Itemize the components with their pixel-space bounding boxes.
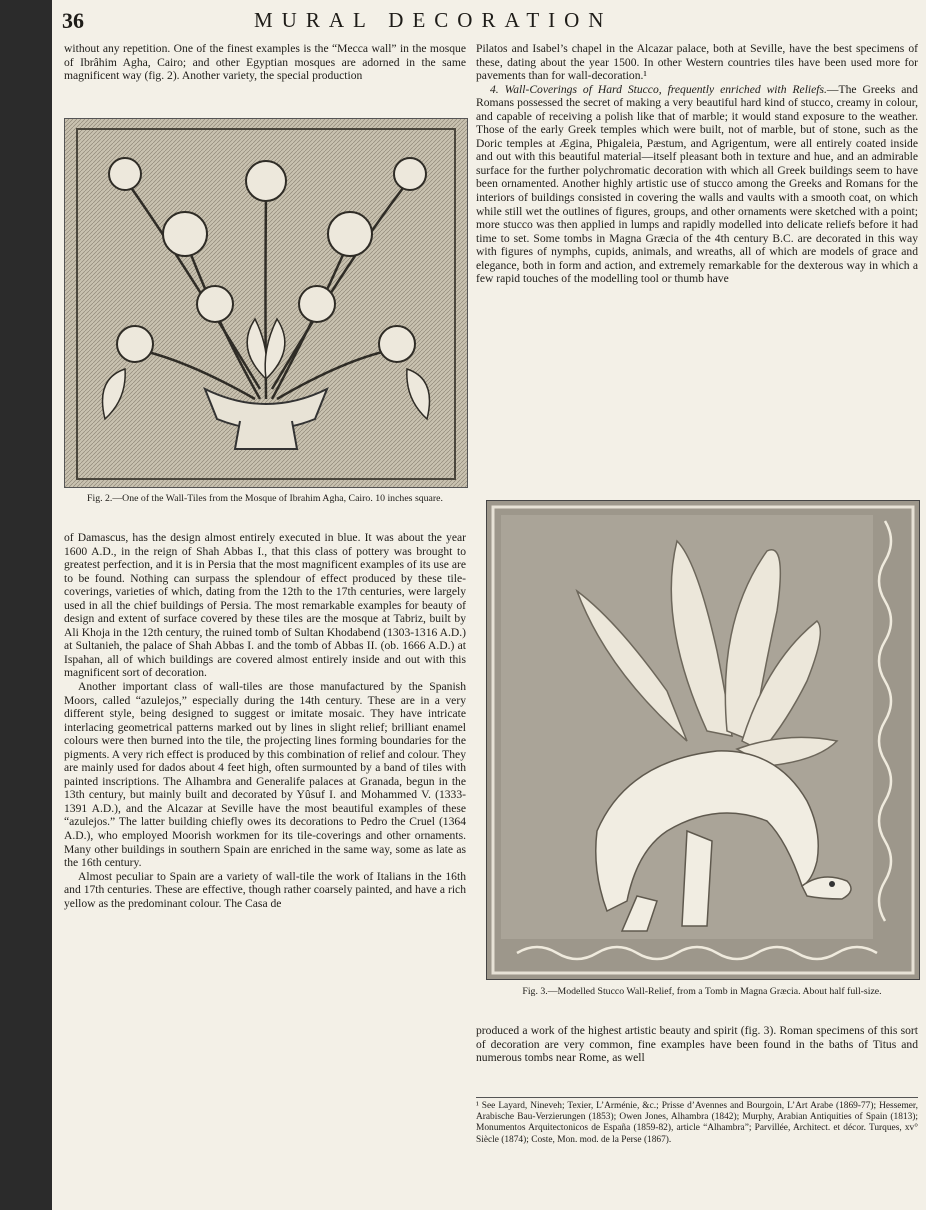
figure-3-relief xyxy=(486,500,920,980)
left-column-body xyxy=(64,531,466,910)
figure-2-caption: Fig. 2.—One of the Wall-Tiles from the Mosque of Ibrahim Agha, Cairo. 10 inches square. xyxy=(87,493,443,504)
paragraph: produced a work of the highest artistic beauty and spirit (fig. 3). Roman specimens of this sort of decoration are very common, fine examples have been found in the baths of Titus and numerous tombs near Rome, as well xyxy=(476,1024,918,1065)
paragraph: Pilatos and Isabel’s chapel in the Alcazar palace, both at Seville, have the best specimens of these, dating about the year 1500. In other Western countries tiles have been used more for pavements than for wall-decoration.¹ xyxy=(476,42,918,83)
right-column-bottom xyxy=(476,1024,918,1065)
paragraph: without any repetition. One of the finest examples is the “Mecca wall” in the mosque of Ibrâhim Agha, Cairo; and other Egyptian mosques are adorned in the same magnificent way (fig. 2). Another variety, the special production xyxy=(64,42,466,83)
figure-2-tile xyxy=(64,118,468,488)
relief-illustration xyxy=(487,501,919,979)
left-column-top xyxy=(64,42,466,83)
paragraph: Another important class of wall-tiles are those manufactured by the Spanish Moors, called “azulejos,” especially during the 14th century. These are in a very different style, being designed to suggest or imitate mosaic. They have intricate interlacing geometrical patterns marked out by lines in slight relief; brilliant enamel colours were then burned into the tile, the projecting lines forming boundaries for the pigments. A very rich effect is produced by this combination of relief and colour. They are mainly used for dados about 4 feet high, often surmounted by a band of tiles with painted inscriptions. The Alhambra and Generalife palaces at Granada, begun in the 13th century, but mainly built and decorated by Yûsuf I. and Mohammed V. (1333-1391 A.D.), and the Alcazar at Seville have the most beautiful examples of these “azulejos.” The latter building chiefly owes its decorations to Pedro the Cruel (1364 A.D.), who employed Moorish workmen for its tile-coverings and other ornaments. Many other buildings in southern Spain are enriched in the same way, some as late as the 16th century. xyxy=(64,680,466,870)
tile-illustration xyxy=(65,119,467,487)
paragraph: of Damascus, has the design almost entirely executed in blue. It was about the year 1600 A.D., in the reign of Shah Abbas I., that this class of pottery was brought to greatest perfection, and it is in Persia that the most magnificent examples of its use are to be found. Nothing can surpass the splendour of effect produced by these tile-coverings, varieties of which, dating from the 12th to the 17th centuries, were largely used in all the chief buildings of Persia. The most remarkable examples for beauty of design and extent of surface covered by these tiles are the mosque at Tabriz, built by Ali Khoja in the 12th century, the ruined tomb of Sultan Khodabend (1303-1316 A.D.) at Sultanieh, the palace of Shah Abbas I. and the tomb of Abbas II. (ob. 1666 A.D.) at Ispahan, all of which buildings are covered almost entirely inside and out with this magnificent sort of decoration. xyxy=(64,531,466,680)
footnote: ¹ See Layard, Nineveh; Texier, L’Arménie, &c.; Prisse d’Avennes and Bourgoin, L’Art Arabe (1869-77); Hessemer, Arabische Bau-Verzierungen (1853); Owen Jones, Alhambra (1842); Murphy, Arabian Antiquities of Spain (1813); Monumentos Arquitectonicos de España (1859-82), article “Alhambra”; Parvillée, Architect. et décor. Turques, xv° Siècle (1874); Coste, Mon. mod. de la Perse (1867). xyxy=(476,1097,918,1146)
paragraph: Almost peculiar to Spain are a variety of wall-tile the work of Italians in the 16th and 17th centuries. These are effective, though rather coarsely painted, and have a rich yellow as the predominant colour. The Casa de xyxy=(64,869,466,910)
paragraph-text: —The Greeks and Romans possessed the secret of making a very beautiful hard kind of stucco, creamy in colour, and capable of receiving a polish like that of marble; it would stand exposure to the weather. Those of the early Greek temples which were built, not of marble, but of stone, such as the Doric temples at Ægina, Phigaleia, Pæstum, and Agrigentum, were all entirely coated inside and out with this beautiful material—itself pleasant both in texture and hue, and an admirable surface for the further polychromatic decoration with which all Greek buildings seem to have been ornamented. Another highly artistic use of stucco among the Greeks and Romans for the interiors of buildings consisted in covering the walls and vaults with a smooth coat, on which while still wet the outlines of figures, groups, and other ornaments were sketched with a point; more stucco was then applied in lumps and rapidly modelled into delicate reliefs before it had time to set. Some tombs in Magna Græcia of the 4th century B.C. are decorated in this way with figures of nymphs, cupids, animals, and wreaths, all of which are models of grace and elegance, both in form and action, and extremely remarkable for the dexterous way in which a few rapid touches of the modelling tool or thumb have xyxy=(476,82,918,286)
page-number: 36 xyxy=(62,8,84,33)
right-column-top xyxy=(476,42,918,286)
section-heading: 4. Wall-Coverings of Hard Stucco, frequently enriched with Reliefs. xyxy=(490,82,827,96)
paragraph xyxy=(476,83,918,286)
running-head: MURAL DECORATION xyxy=(254,8,613,32)
figure-3-caption: Fig. 3.—Modelled Stucco Wall-Relief, from a Tomb in Magna Græcia. About half full-size. xyxy=(522,986,882,997)
page xyxy=(52,0,926,1210)
